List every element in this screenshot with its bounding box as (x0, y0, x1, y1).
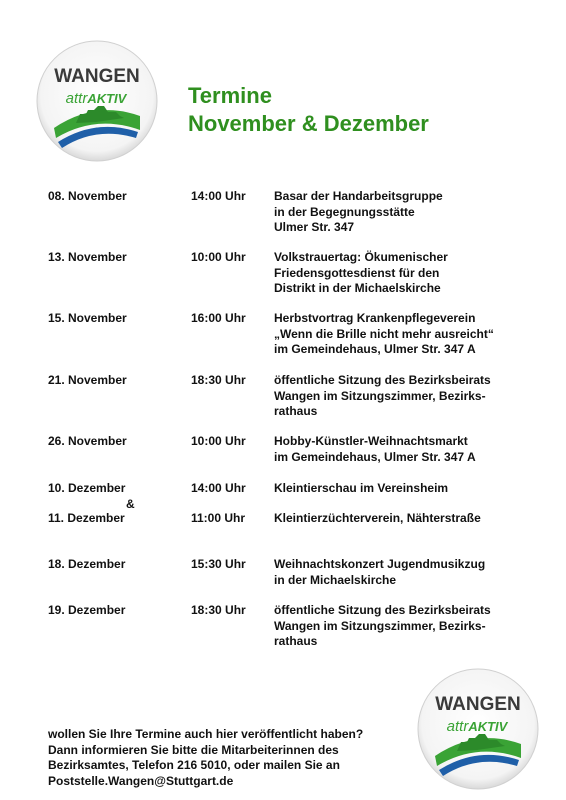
svg-text:attrAKTIV (447, 718, 509, 735)
contact-email: Poststelle.Wangen@Stuttgart.de (48, 773, 234, 788)
logo-word-aktiv: AKTIV (468, 719, 508, 734)
event-line: Volkstrauertag: Ökumenischer (274, 250, 448, 264)
event-time: 10:00 Uhr (191, 250, 246, 264)
event-line: im Gemeindehaus, Ulmer Str. 347 A (274, 342, 476, 356)
event-description (274, 481, 448, 497)
event-time: 14:00 Uhr (191, 481, 246, 495)
event-description (274, 434, 476, 465)
event-line: im Gemeindehaus, Ulmer Str. 347 A (274, 449, 476, 464)
event-time: 14:00 Uhr (191, 189, 246, 203)
logo-word-aktiv: AKTIV (87, 91, 127, 106)
logo-word-attr: attr (446, 718, 469, 735)
event-time: 18:30 Uhr (191, 373, 246, 387)
event-time: 10:00 Uhr (191, 434, 246, 448)
logo-word-wangen: WANGEN (435, 694, 521, 715)
event-description (274, 373, 491, 420)
title-line-1: Termine (188, 83, 272, 108)
event-line: in der Michaelskirche (274, 572, 397, 587)
event-time: 18:30 Uhr (191, 603, 246, 617)
logo-word-attr: attr (65, 90, 88, 107)
event-date: 11. Dezember (48, 511, 125, 525)
page-title (188, 82, 429, 138)
contact-line: Bezirksamtes, Telefon 216 5010, oder mailen Sie an (48, 758, 340, 772)
event-date: 08. November (48, 189, 127, 203)
event-date: 15. November (48, 311, 127, 325)
date-range-connector: & (126, 496, 135, 511)
event-line: öffentliche Sitzung des Bezirksbeirats (274, 373, 491, 387)
svg-text:attrAKTIV (66, 90, 128, 107)
wangen-attraktiv-logo (36, 40, 158, 162)
event-line: öffentliche Sitzung des Bezirksbeirats (274, 603, 491, 617)
event-line: Kleintierzüchterverein, Nähterstraße (274, 511, 481, 525)
event-description (274, 603, 491, 650)
event-date: 26. November (48, 434, 127, 448)
title-line-2: November & Dezember (188, 111, 429, 136)
event-line: in der Begegnungsstätte (274, 204, 415, 219)
contact-line: Dann informieren Sie bitte die Mitarbeiterinnen des (48, 742, 339, 757)
event-line: Friedensgottesdienst für den (274, 265, 440, 280)
event-line: rathaus (274, 404, 318, 418)
event-line: rathaus (274, 634, 318, 648)
event-time: 11:00 Uhr (191, 511, 246, 525)
event-time: 16:00 Uhr (191, 311, 246, 325)
event-time: 15:30 Uhr (191, 557, 246, 571)
event-line: „Wenn die Brille nicht mehr ausreicht“ (274, 326, 494, 341)
event-date: 10. Dezember (48, 481, 126, 495)
event-line: Hobby-Künstler-Weihnachtsmarkt (274, 434, 468, 448)
event-line: Wangen im Sitzungszimmer, Bezirks- (274, 618, 486, 633)
event-line: Basar der Handarbeitsgruppe (274, 189, 443, 203)
event-date: 18. Dezember (48, 557, 126, 571)
event-date: 19. Dezember (48, 603, 126, 617)
event-line: Herbstvortrag Krankenpflegeverein (274, 311, 476, 325)
event-description (274, 250, 448, 297)
event-description (274, 189, 443, 236)
event-line: Distrikt in der Michaelskirche (274, 281, 441, 295)
event-line: Weihnachtskonzert Jugendmusikzug (274, 557, 486, 571)
contact-line: wollen Sie Ihre Termine auch hier veröffentlicht haben? (48, 727, 364, 741)
event-description (274, 557, 485, 588)
event-line: Kleintierschau im Vereinsheim (274, 481, 449, 495)
event-description (274, 311, 494, 358)
contact-note (48, 727, 363, 789)
event-line: Ulmer Str. 347 (274, 220, 355, 234)
logo-word-wangen: WANGEN (54, 66, 140, 87)
wangen-attraktiv-logo-bottom (417, 668, 539, 790)
event-date: 21. November (48, 373, 127, 387)
event-line: Wangen im Sitzungszimmer, Bezirks- (274, 388, 486, 403)
event-description (274, 511, 481, 527)
event-date: 13. November (48, 250, 127, 264)
